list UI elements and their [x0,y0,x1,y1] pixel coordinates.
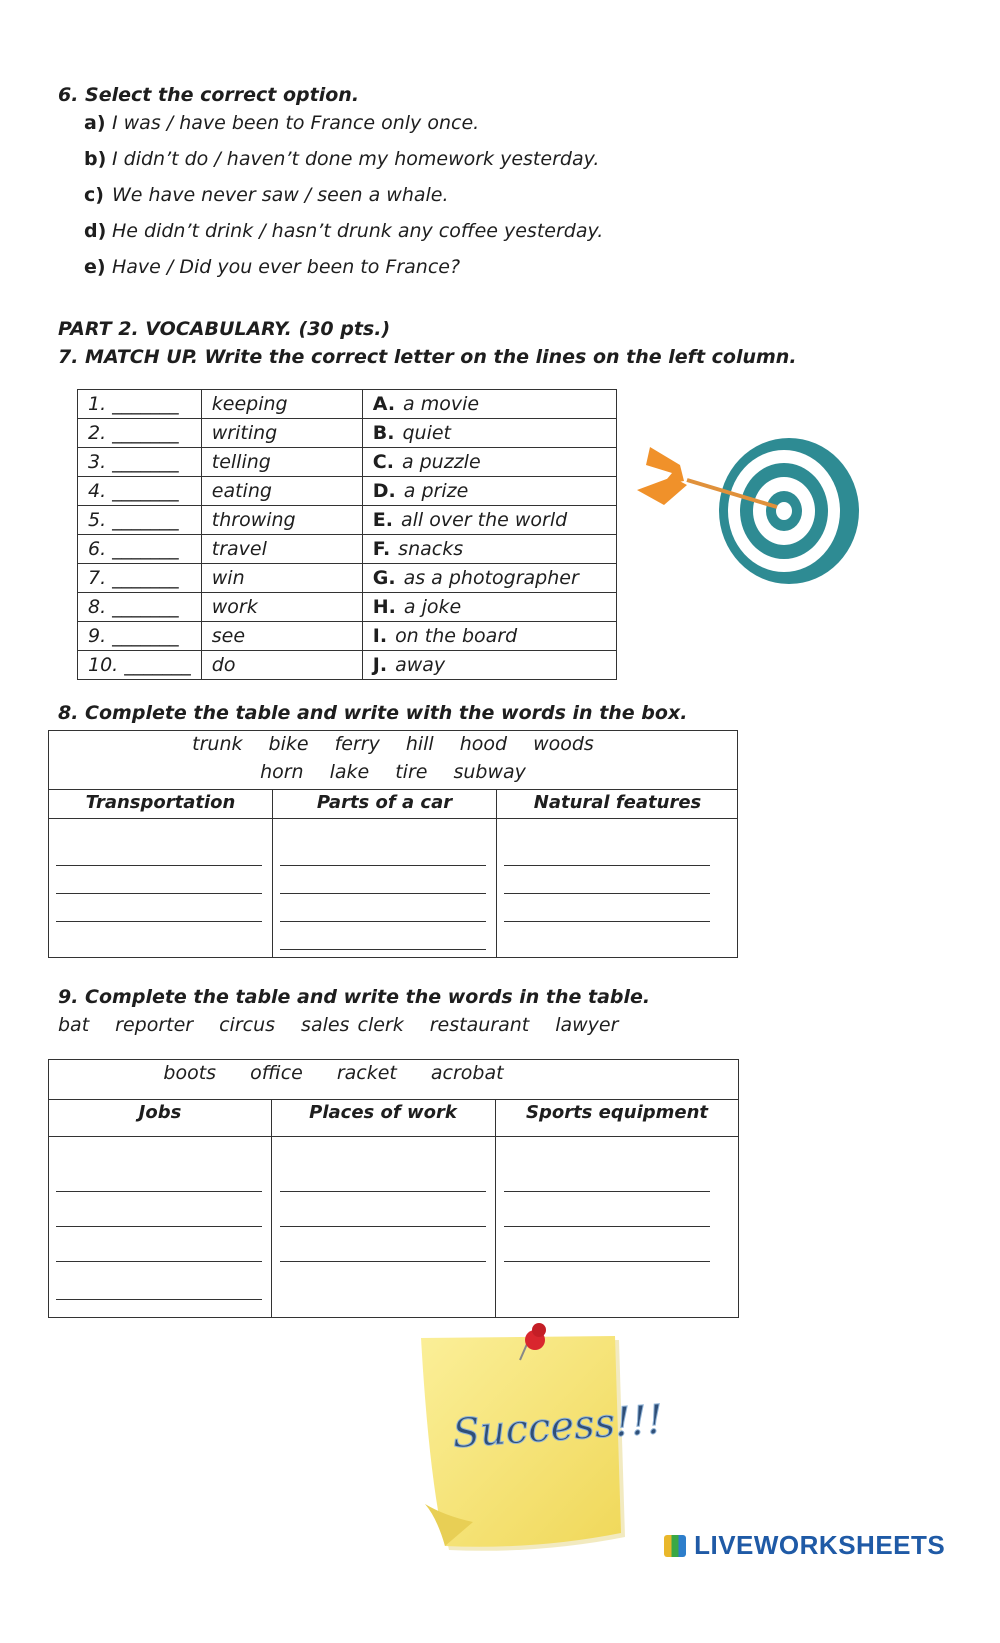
q6-option-text[interactable]: We have never saw / seen a whale. [112,184,449,206]
match-verb: travel [201,535,362,564]
q6-option-text[interactable]: I was / have been to France only once. [112,112,480,134]
answer-blank[interactable] [280,893,486,894]
q6-option-text[interactable]: He didn’t drink / hasn’t drunk any coffee yesterday. [112,220,604,242]
match-letter: G. [372,567,396,589]
match-verb: telling [201,448,362,477]
match-number-blank[interactable]: 2. _______ [78,419,202,448]
q9-header-jobs: Jobs [138,1102,182,1123]
word-chip: bat [58,1014,90,1036]
q9-word-box [49,1062,738,1084]
match-row [78,651,617,680]
match-number-blank[interactable]: 5. _______ [78,506,202,535]
q9-header-places-of-work: Places of work [309,1102,457,1123]
part2-title: PART 2. VOCABULARY. (30 pts.) [58,318,391,340]
match-phrase: as a photographer [403,567,579,589]
answer-blank[interactable] [504,1261,710,1262]
q6-option [84,220,603,242]
answer-blank[interactable] [56,865,262,866]
word-chip: tire [395,761,428,783]
word-chip: acrobat [430,1062,504,1084]
q8-word-box-line1 [49,733,737,755]
q6-option [84,112,479,134]
q9-header-sports-equipment: Sports equipment [525,1102,709,1123]
q6-option-text[interactable]: I didn’t do / haven’t done my homework yesterday. [112,148,600,170]
match-phrase-cell [362,448,616,477]
q8-header-parts-of-car: Parts of a car [316,792,453,813]
match-row [78,564,617,593]
q6-option-letter: a) [84,112,106,134]
match-row [78,593,617,622]
answer-blank[interactable] [56,1261,262,1262]
q8-header-transportation: Transportation [85,792,236,813]
match-phrase: snacks [398,538,464,560]
match-phrase-cell [362,477,616,506]
match-letter: F. [372,538,391,560]
q6-title: 6. Select the correct option. [58,84,360,106]
match-phrase-cell [362,535,616,564]
answer-blank[interactable] [56,921,262,922]
match-verb: eating [201,477,362,506]
word-chip: horn [260,761,304,783]
q9-table [48,1059,739,1318]
word-chip: subway [453,761,526,783]
success-note-text: Success!!! [450,1396,665,1458]
match-letter: E. [372,509,393,531]
q6-option [84,184,449,206]
word-chip: lawyer [555,1014,619,1036]
match-verb: do [201,651,362,680]
match-phrase-cell [362,622,616,651]
word-chip: hood [459,733,508,755]
word-chip: restaurant [429,1014,530,1036]
match-phrase: a movie [403,393,480,415]
match-phrase: a puzzle [401,451,481,473]
match-phrase-cell [362,564,616,593]
match-letter: J. [372,654,388,676]
answer-blank[interactable] [504,1226,710,1227]
match-verb: work [201,593,362,622]
q6-option-letter: c) [84,184,104,206]
word-chip: ferry [334,733,380,755]
match-letter: A. [372,393,396,415]
match-letter: H. [372,596,396,618]
logo-icon [664,1535,686,1557]
match-phrase-cell [362,506,616,535]
word-chip: trunk [192,733,243,755]
match-number-blank[interactable]: 1. _______ [78,390,202,419]
match-phrase: on the board [395,625,518,647]
q8-word-box-line2 [49,761,737,783]
target-icon [719,438,859,584]
match-phrase: quiet [402,422,451,444]
word-chip: boots [163,1062,217,1084]
match-phrase-cell [362,593,616,622]
q6-option-text[interactable]: Have / Did you ever been to France? [112,256,461,278]
match-row [78,390,617,419]
match-phrase: a prize [403,480,469,502]
q8-title: 8. Complete the table and write with the words in the box. [58,702,688,724]
match-letter: C. [372,451,394,473]
match-verb: win [201,564,362,593]
q6-option [84,256,460,278]
answer-blank[interactable] [504,921,710,922]
match-number-blank[interactable]: 3. _______ [78,448,202,477]
word-chip: racket [336,1062,397,1084]
answer-blank[interactable] [504,865,710,866]
match-row [78,535,617,564]
match-number-blank[interactable]: 10. _______ [78,651,202,680]
match-number-blank[interactable]: 8. _______ [78,593,202,622]
match-row [78,448,617,477]
match-letter: I. [372,625,388,647]
match-verb: see [201,622,362,651]
q7-title: 7. MATCH UP. Write the correct letter on the lines on the left column. [58,346,797,368]
answer-blank[interactable] [56,893,262,894]
answer-blank[interactable] [56,1299,262,1300]
match-number-blank[interactable]: 7. _______ [78,564,202,593]
brand-text: LIVEWORKSHEETS [694,1530,946,1560]
word-chip: office [250,1062,303,1084]
q9-title: 9. Complete the table and write the words in the table. [58,986,651,1008]
answer-blank[interactable] [280,1261,486,1262]
match-phrase-cell [362,390,616,419]
word-chip: reporter [115,1014,194,1036]
q6-option [84,148,599,170]
q6-option-letter: d) [84,220,107,242]
match-row [78,477,617,506]
match-phrase-cell [362,419,616,448]
match-row [78,622,617,651]
answer-blank[interactable] [280,1226,486,1227]
match-phrase: all over the world [400,509,568,531]
success-sticky-note [415,1318,665,1553]
match-number-blank[interactable]: 6. _______ [78,535,202,564]
answer-blank[interactable] [280,1191,486,1192]
word-chip: circus [219,1014,276,1036]
match-letter: B. [372,422,395,444]
answer-blank[interactable] [280,949,486,950]
liveworksheets-logo [664,1530,945,1561]
word-chip: sales clerk [301,1014,404,1036]
answer-blank[interactable] [56,1226,262,1227]
word-chip: woods [533,733,594,755]
word-chip: hill [405,733,434,755]
match-phrase: away [395,654,446,676]
q8-table [48,730,738,958]
word-chip: lake [329,761,370,783]
match-table [77,389,617,680]
match-verb: keeping [201,390,362,419]
match-verb: throwing [201,506,362,535]
match-row [78,506,617,535]
word-chip: bike [268,733,309,755]
match-number-blank[interactable]: 9. _______ [78,622,202,651]
q6-option-letter: b) [84,148,107,170]
answer-blank[interactable] [56,1191,262,1192]
match-verb: writing [201,419,362,448]
q8-header-natural-features: Natural features [533,792,702,813]
q9-word-list [58,1014,644,1036]
match-letter: D. [372,480,396,502]
q6-option-letter: e) [84,256,106,278]
answer-blank[interactable] [280,921,486,922]
answer-blank[interactable] [504,1191,710,1192]
match-phrase: a joke [403,596,462,618]
match-row [78,419,617,448]
answer-blank[interactable] [280,865,486,866]
match-number-blank[interactable]: 4. _______ [78,477,202,506]
target-arrow-icon [632,435,872,590]
match-phrase-cell [362,651,616,680]
answer-blank[interactable] [504,893,710,894]
